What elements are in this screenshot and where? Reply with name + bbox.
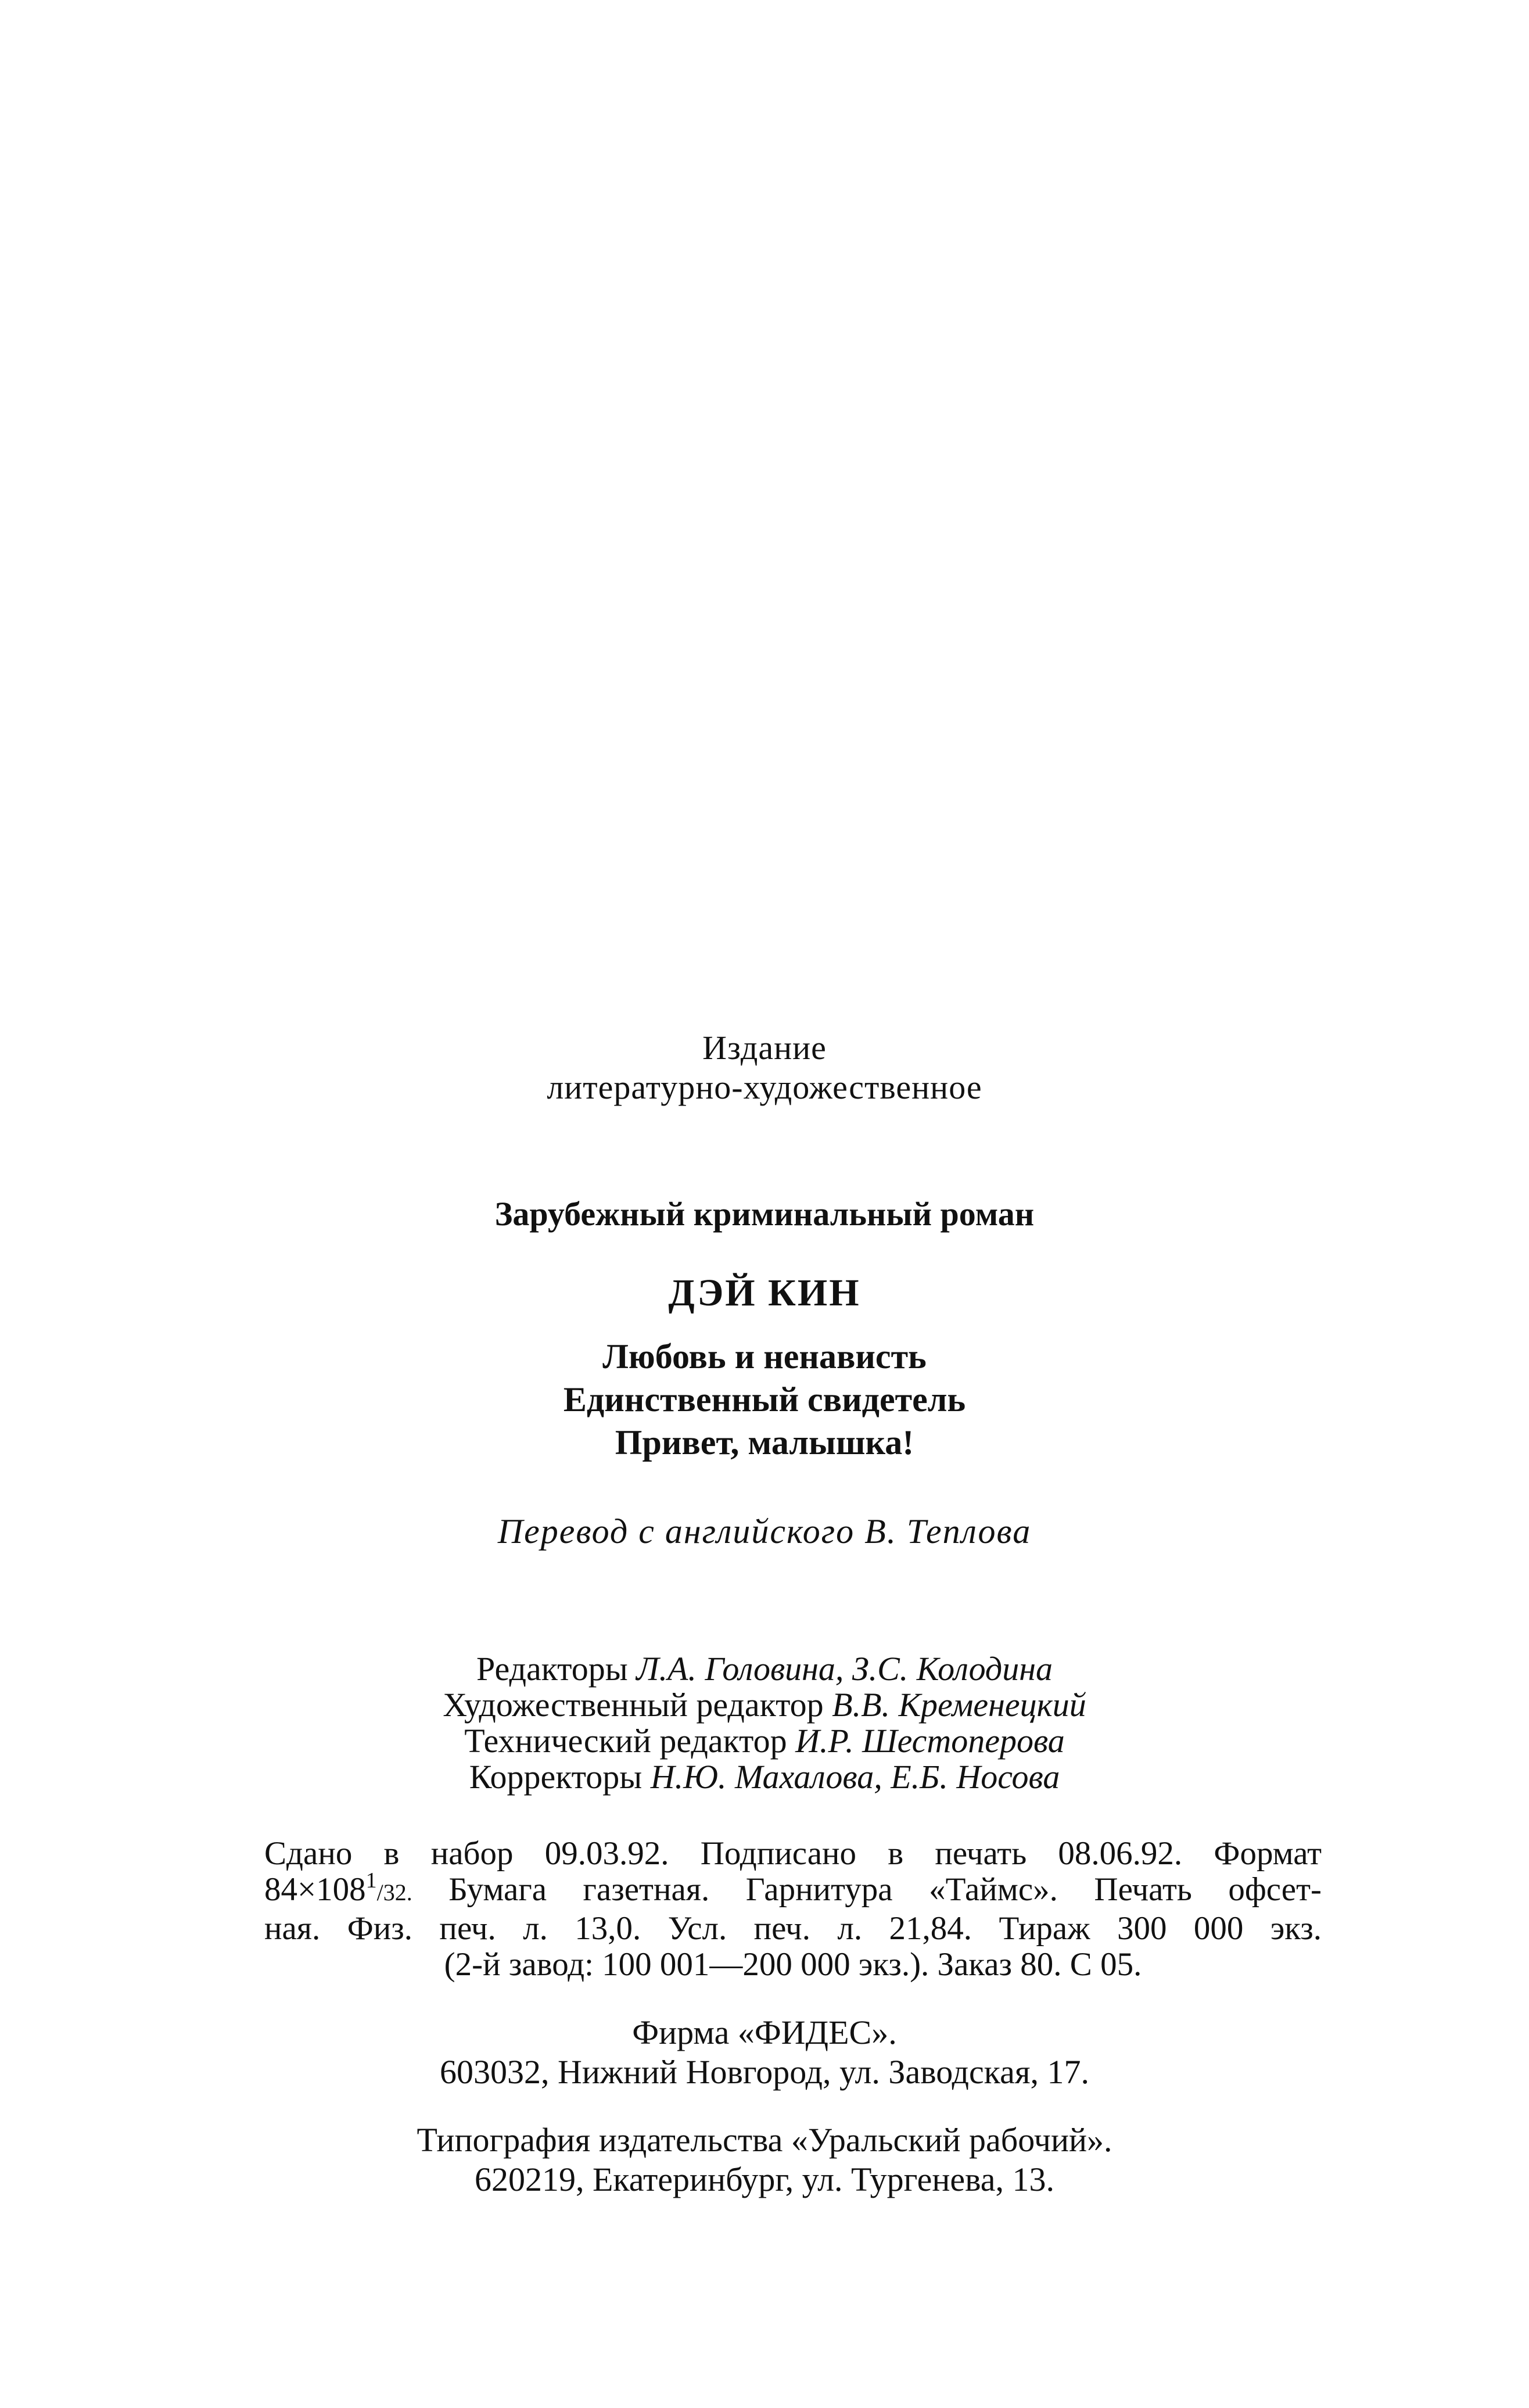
credit-proofreaders: [0, 1759, 1529, 1795]
printer-address: 620219, Екатеринбург, ул. Тургенева, 13.: [474, 2161, 1055, 2198]
imprint-line-1: Сдано в набор 09.03.92. Подписано в печать 08.06.92. Формат: [264, 1835, 1322, 1872]
credit-names: И.Р. Шестоперова: [795, 1722, 1065, 1760]
credit-label: Художественный редактор: [443, 1686, 824, 1724]
firm-name: Фирма «ФИДЕС».: [632, 2014, 897, 2051]
format-sup: 1: [365, 1868, 377, 1893]
book-titles: [0, 1335, 1529, 1464]
imprint-line-4: (2-й завод: 100 001—200 000 экз.). Заказ 80. С 05.: [444, 1946, 1142, 1983]
credit-art-editor: [0, 1687, 1529, 1723]
translator-credit: Перевод с английского В. Теплова: [497, 1512, 1032, 1551]
imprint-details: [264, 1836, 1322, 1983]
credit-label: Технический редактор: [464, 1722, 787, 1760]
title-item: Любовь и ненависть: [602, 1337, 927, 1376]
printer-name: Типография издательства «Уральский рабочий».: [417, 2121, 1112, 2159]
publisher-firm: [0, 2013, 1529, 2092]
series-title: Зарубежный криминальный роман: [494, 1195, 1035, 1233]
editorial-credits: [0, 1651, 1529, 1795]
credit-tech-editor: [0, 1723, 1529, 1759]
imprint-line-3: ная. Физ. печ. л. 13,0. Усл. печ. л. 21,84. Тираж 300 000 экз.: [264, 1910, 1322, 1947]
author-name: ДЭЙ КИН: [668, 1272, 861, 1314]
edition-type: [0, 1028, 1529, 1107]
printing-house: [0, 2120, 1529, 2199]
format-den: /32.: [376, 1879, 412, 1905]
credit-label: Корректоры: [469, 1758, 643, 1796]
credit-names: Н.Ю. Махалова, Е.Б. Носова: [650, 1758, 1060, 1796]
format-value: 84×108: [264, 1871, 366, 1908]
edition-line-2: литературно-художественное: [547, 1068, 982, 1106]
title-item: Привет, малышка!: [615, 1423, 914, 1462]
credit-names: В.В. Кременецкий: [832, 1686, 1086, 1724]
imprint-line-2-text: Бумага газетная. Гарнитура «Таймс». Печать офсет-: [412, 1871, 1322, 1908]
credit-editors: [0, 1651, 1529, 1687]
firm-address: 603032, Нижний Новгород, ул. Заводская, 17.: [439, 2053, 1090, 2091]
imprint-line-2: [264, 1868, 1322, 1911]
edition-line-1: Издание: [702, 1029, 827, 1067]
title-item: Единственный свидетель: [563, 1380, 966, 1419]
credit-label: Редакторы: [476, 1650, 628, 1688]
credit-names: Л.А. Головина, З.С. Колодина: [636, 1650, 1053, 1688]
